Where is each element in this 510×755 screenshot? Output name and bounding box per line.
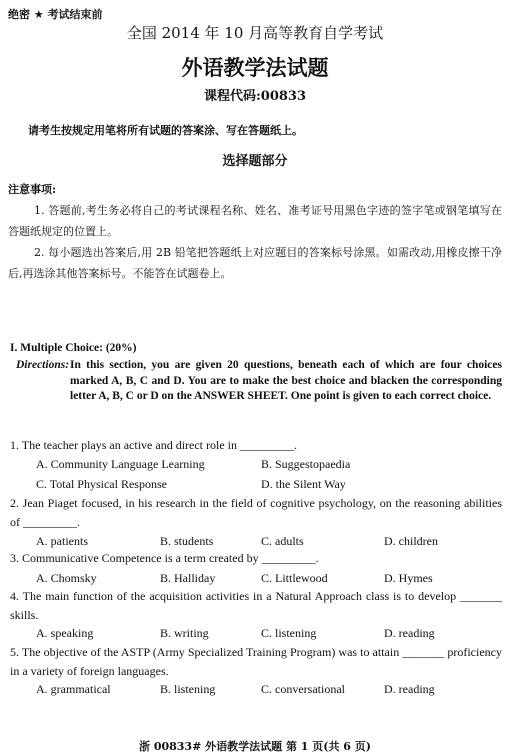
question-5-option-b: B. listening <box>160 682 216 696</box>
exam-session-title: 全国 2014 年 10 月高等教育自学考试 <box>126 24 384 42</box>
directions-text: In this section, you are given 20 questions, beneath each of which are four choices marked A, B, C and D. You are to make the best choice and blacken the corresponding letter A, B, C or D on the ANSWER SHEET. One point is given to each correct choice. <box>70 359 502 402</box>
question-5-option-d: D. reading <box>384 682 435 696</box>
directions-label: Directions: <box>16 359 70 371</box>
part-title: I. Multiple Choice: (20%) <box>10 342 137 354</box>
question-1-text: 1. The teacher plays an active and direct role in _________. <box>10 438 298 452</box>
question-2-option-b: B. students <box>160 534 214 548</box>
question-1-option-d: D. the Silent Way <box>261 477 346 491</box>
question-3-option-c: C. Littlewood <box>261 571 328 585</box>
question-5-option-c: C. conversational <box>261 682 345 696</box>
course-code: 课程代码:00833 <box>203 89 307 104</box>
note-item-1: 1. 答题前,考生务必将自己的考试课程名称、姓名、准考证号用黑色字迹的签字笔或钢笔填写在答题纸规定的位置上。 <box>8 204 502 238</box>
question-3-text: 3. Communicative Competence is a term created by _________. <box>10 551 319 565</box>
directions <box>16 358 502 402</box>
exam-subject-title: 外语教学法试题 <box>181 55 329 80</box>
answer-instruction: 请考生按规定用笔将所有试题的答案涂、写在答题纸上。 <box>28 124 303 137</box>
question-1-option-c: C. Total Physical Response <box>36 477 167 491</box>
question-4-option-a: A. speaking <box>36 626 94 640</box>
note-item-2: 2. 每小题选出答案后,用 2B 铅笔把答题纸上对应题目的答案标号涂黑。如需改动,用橡皮擦干净后,再选涂其他答案标号。不能答在试题卷上。 <box>8 246 502 280</box>
question-2-option-a: A. patients <box>36 534 88 548</box>
question-3-option-b: B. Halliday <box>160 571 216 585</box>
question-1-option-b: B. Suggestopaedia <box>261 457 351 471</box>
question-1-option-a: A. Community Language Learning <box>36 457 205 471</box>
question-4-option-d: D. reading <box>384 626 435 640</box>
question-2-option-c: C. adults <box>261 534 304 548</box>
question-4-option-b: B. writing <box>160 626 209 640</box>
section-heading: 选择题部分 <box>222 154 288 169</box>
question-2-text: 2. Jean Piaget focused, in his research in the field of cognitive psychology, on the reasoning abilities of _________. <box>10 496 502 529</box>
question-5-option-a: A. grammatical <box>36 682 111 696</box>
confidential-label: 绝密 ★ 考试结束前 <box>8 8 103 21</box>
question-3-option-d: D. Hymes <box>384 571 433 585</box>
question-4-text: 4. The main function of the acquisition activities in a Natural Approach class is to develop _______ skills. <box>10 589 502 622</box>
page-footer: 浙 00833# 外语教学法试题 第 1 页(共 6 页) <box>138 740 371 753</box>
question-4-option-c: C. listening <box>261 626 317 640</box>
question-5-text: 5. The objective of the ASTP (Army Specialized Training Program) was to attain _______ proficiency in a variety of foreign languages. <box>10 645 502 678</box>
question-2-option-d: D. children <box>384 534 438 548</box>
question-3-option-a: A. Chomsky <box>36 571 97 585</box>
notes-title: 注意事项: <box>8 183 57 196</box>
